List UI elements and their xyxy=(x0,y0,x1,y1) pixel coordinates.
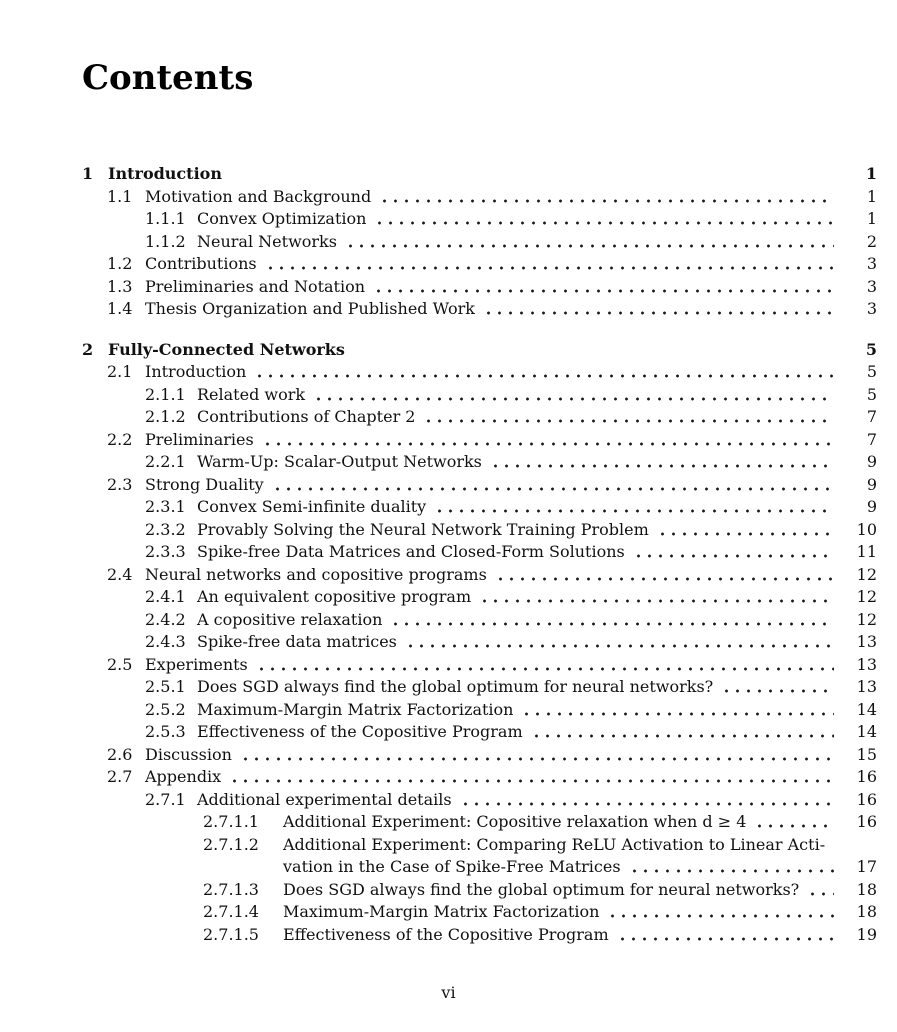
toc-entry-number: 2.7.1.3 xyxy=(203,879,259,899)
toc-entry[interactable] xyxy=(82,811,877,834)
toc-entry-number: 1.1 xyxy=(107,186,133,206)
toc-leader-dots xyxy=(630,541,834,564)
toc-leader-dots xyxy=(804,879,834,902)
toc-entry-title: Spike-free Data Matrices and Closed-Form Solutions xyxy=(197,542,625,561)
toc-leader-dots xyxy=(226,766,834,789)
toc-entry-title: Convex Optimization xyxy=(197,209,367,228)
toc-entry-page: 9 xyxy=(866,497,877,516)
toc-entry-number: 2.1 xyxy=(107,362,133,381)
toc-entry-page: 5 xyxy=(866,362,877,381)
toc-entry-page: 12 xyxy=(856,587,877,606)
toc-entry[interactable] xyxy=(82,609,877,632)
toc-entry-number: 1.3 xyxy=(107,276,133,296)
toc-entry-title: Does SGD always find the global optimum for neural networks? xyxy=(197,677,714,696)
toc-entry-page: 5 xyxy=(866,384,877,404)
toc-entry-title: Provably Solving the Neural Network Training Problem xyxy=(197,519,649,539)
toc-entry-title: Related work xyxy=(197,384,306,404)
toc-entry-page: 9 xyxy=(866,452,877,471)
toc-entry-number: 2.3.3 xyxy=(145,542,186,561)
toc-entry-title: Discussion xyxy=(145,744,232,764)
toc-entry-title: Effectiveness of the Copositive Program xyxy=(283,924,609,944)
toc-entry-title: Additional Experiment: Copositive relaxation when d ≥ 4 xyxy=(283,812,747,831)
toc-entry-page: 13 xyxy=(856,677,877,696)
toc-entry[interactable] xyxy=(82,856,877,879)
toc-entry-page: 16 xyxy=(856,812,877,831)
toc-entry-number: 2.3.1 xyxy=(145,497,186,516)
toc-entry-title: Spike-free data matrices xyxy=(197,632,397,651)
toc-leader-dots xyxy=(751,811,834,834)
toc-leader-dots xyxy=(262,253,834,276)
toc-entry-number: 2.4.2 xyxy=(145,609,186,629)
toc-entry[interactable] xyxy=(82,384,877,407)
toc-entry[interactable] xyxy=(82,879,877,902)
toc-leader-dots xyxy=(402,631,834,654)
toc-entry-title: Experiments xyxy=(145,654,248,674)
toc-leader-dots xyxy=(476,586,834,609)
toc-entry-title: Introduction xyxy=(145,362,247,381)
toc-entry-title: Introduction xyxy=(108,164,222,183)
toc-entry-number: 2.7.1.4 xyxy=(203,902,259,921)
toc-entry[interactable] xyxy=(82,721,877,744)
toc-entry-title: Convex Semi-infinite duality xyxy=(197,497,427,516)
toc-entry-title: Neural networks and copositive programs xyxy=(145,564,487,584)
toc-leader-dots xyxy=(387,609,834,632)
toc-leader-dots xyxy=(310,384,834,407)
toc-entry[interactable] xyxy=(82,186,877,209)
toc-entry[interactable] xyxy=(82,163,877,186)
toc-entry[interactable] xyxy=(82,834,877,857)
toc-leader-dots xyxy=(518,699,834,722)
toc-entry-page: 3 xyxy=(866,276,877,296)
toc-entry-title: Preliminaries xyxy=(145,429,254,449)
toc-entry-page: 14 xyxy=(856,699,877,719)
toc-entry-number: 1.1.1 xyxy=(145,209,186,228)
toc-entry[interactable] xyxy=(82,361,877,384)
toc-entry-page: 7 xyxy=(866,407,877,426)
toc-entry-number: 2.1.2 xyxy=(145,407,186,426)
toc-entry-number: 2.4 xyxy=(107,564,133,584)
toc-entry-page: 13 xyxy=(856,632,877,651)
toc-leader-dots xyxy=(528,721,834,744)
toc-entry-title: Additional experimental details xyxy=(197,789,452,809)
toc-entry-title: Does SGD always find the global optimum for neural networks? xyxy=(283,879,800,899)
toc-entry[interactable] xyxy=(82,676,877,699)
toc-entry-page: 13 xyxy=(856,654,877,674)
toc-entry[interactable] xyxy=(82,654,877,677)
toc-entry-number: 2.7.1.2 xyxy=(203,834,259,854)
toc-entry[interactable] xyxy=(82,451,877,474)
toc-entry-number: 2.1.1 xyxy=(145,384,186,404)
toc-entry-title: Neural Networks xyxy=(197,231,337,251)
toc-leader-dots xyxy=(253,654,834,677)
toc-leader-dots xyxy=(269,474,834,497)
toc-entry-number: 2.2.1 xyxy=(145,452,186,471)
toc-entry[interactable] xyxy=(82,276,877,299)
toc-entry-page: 3 xyxy=(866,299,877,318)
toc-entry-page: 15 xyxy=(856,744,877,764)
toc-entry-title: Additional Experiment: Comparing ReLU Activation to Linear Acti- xyxy=(283,834,826,854)
toc-entry-title: Motivation and Background xyxy=(145,186,372,206)
toc-entry-page: 10 xyxy=(856,519,877,539)
toc-entry-page: 16 xyxy=(856,789,877,809)
toc-leader-dots xyxy=(604,901,834,924)
toc-entry-number: 2.7.1 xyxy=(145,789,186,809)
toc-entry[interactable] xyxy=(82,901,877,924)
toc-leader-dots xyxy=(431,496,834,519)
toc-entry-number: 2.7.1.1 xyxy=(203,812,259,831)
toc-entry[interactable] xyxy=(82,541,877,564)
toc-entry-page: 2 xyxy=(866,231,877,251)
toc-entry[interactable] xyxy=(82,564,877,587)
toc-leader-dots xyxy=(371,208,834,231)
toc-entry-page: 17 xyxy=(856,857,877,876)
toc-entry-page: 14 xyxy=(856,722,877,741)
toc-entry[interactable] xyxy=(82,496,877,519)
toc-entry-title: Contributions xyxy=(145,254,257,273)
toc-leader-dots xyxy=(420,406,834,429)
toc-entry-page: 5 xyxy=(865,339,877,359)
toc-entry-number: 2.7 xyxy=(107,767,133,786)
toc-entry-title: Thesis Organization and Published Work xyxy=(145,299,475,318)
toc-entry[interactable] xyxy=(82,744,877,767)
toc-entry[interactable] xyxy=(82,429,877,452)
toc-entry-page: 1 xyxy=(866,186,877,206)
toc-entry-number: 2.5.1 xyxy=(145,677,186,696)
toc-leader-dots xyxy=(830,834,834,857)
toc-entry-page: 18 xyxy=(856,902,877,921)
toc-entry-page: 18 xyxy=(856,879,877,899)
toc-leader-dots xyxy=(654,519,834,542)
toc-leader-dots xyxy=(251,361,834,384)
toc-entry-title: Preliminaries and Notation xyxy=(145,276,366,296)
toc-entry-number: 2.5 xyxy=(107,654,133,674)
toc-entry-title: Appendix xyxy=(145,767,222,786)
toc-entry[interactable] xyxy=(82,699,877,722)
toc-entry-number: 2.4.3 xyxy=(145,632,186,651)
toc-leader-dots xyxy=(259,429,834,452)
toc-entry-page: 3 xyxy=(866,254,877,273)
toc-entry[interactable] xyxy=(82,631,877,654)
toc-entry-title: Strong Duality xyxy=(145,474,264,494)
toc-entry[interactable] xyxy=(82,298,877,321)
toc-entry[interactable] xyxy=(82,586,877,609)
toc-leader-dots xyxy=(492,564,834,587)
toc-entry[interactable] xyxy=(82,789,877,812)
toc-leader-dots xyxy=(457,789,834,812)
toc-leader-dots xyxy=(626,856,834,879)
toc-entry-number: 2.4.1 xyxy=(145,587,186,606)
toc-entry-title: Maximum-Margin Matrix Factorization xyxy=(283,902,600,921)
toc-entry-title: Effectiveness of the Copositive Program xyxy=(197,722,523,741)
toc-list xyxy=(82,163,877,946)
toc-entry-page: 11 xyxy=(856,542,877,561)
toc-entry[interactable] xyxy=(82,766,877,789)
toc-entry-number: 2.5.2 xyxy=(145,699,186,719)
toc-entry-number: 1.1.2 xyxy=(145,231,186,251)
toc-leader-dots xyxy=(487,451,834,474)
toc-entry[interactable] xyxy=(82,519,877,542)
toc-entry[interactable] xyxy=(82,231,877,254)
toc-entry[interactable] xyxy=(82,474,877,497)
toc-entry-title: Fully-Connected Networks xyxy=(108,339,345,359)
toc-entry[interactable] xyxy=(82,406,877,429)
toc-entry-number: 1.2 xyxy=(107,254,133,273)
toc-entry-number: 2.3 xyxy=(107,474,133,494)
toc-entry-page: 19 xyxy=(856,924,877,944)
page-number-footer: vi xyxy=(441,983,456,1002)
toc-entry-page: 16 xyxy=(856,767,877,786)
toc-entry-title: A copositive relaxation xyxy=(197,609,383,629)
toc-entry[interactable] xyxy=(82,924,877,947)
toc-entry-page: 1 xyxy=(866,209,877,228)
page-title: Contents xyxy=(82,58,254,98)
toc-leader-dots xyxy=(614,924,834,947)
toc-entry-title: Warm-Up: Scalar-Output Networks xyxy=(197,452,482,471)
toc-leader-dots xyxy=(350,339,834,362)
toc-leader-dots xyxy=(718,676,834,699)
toc-entry[interactable] xyxy=(82,208,877,231)
toc-leader-dots xyxy=(370,276,834,299)
toc-entry-title: An equivalent copositive program xyxy=(197,587,472,606)
toc-entry-page: 12 xyxy=(856,564,877,584)
toc-leader-dots xyxy=(480,298,834,321)
toc-entry-page: 7 xyxy=(866,429,877,449)
toc-leader-dots xyxy=(342,231,834,254)
toc-entry[interactable] xyxy=(82,253,877,276)
toc-entry-number: 1.4 xyxy=(107,299,133,318)
toc-leader-dots xyxy=(237,744,834,767)
toc-entry-number: 1 xyxy=(82,164,94,183)
toc-leader-dots xyxy=(376,186,834,209)
toc-leader-dots xyxy=(227,163,834,186)
toc-entry-number: 2.5.3 xyxy=(145,722,186,741)
toc-entry-number: 2.2 xyxy=(107,429,133,449)
toc-entry-page: 1 xyxy=(865,164,877,183)
toc-entry[interactable] xyxy=(82,339,877,362)
toc-entry-page: 12 xyxy=(856,609,877,629)
toc-entry-number: 2 xyxy=(82,339,94,359)
toc-entry-number: 2.3.2 xyxy=(145,519,186,539)
toc-entry-title: Maximum-Margin Matrix Factorization xyxy=(197,699,514,719)
toc-entry-title: vation in the Case of Spike-Free Matrices xyxy=(283,857,621,876)
toc-entry-page: 9 xyxy=(866,474,877,494)
toc-entry-title: Contributions of Chapter 2 xyxy=(197,407,416,426)
toc-entry-number: 2.7.1.5 xyxy=(203,924,259,944)
toc-entry-number: 2.6 xyxy=(107,744,133,764)
